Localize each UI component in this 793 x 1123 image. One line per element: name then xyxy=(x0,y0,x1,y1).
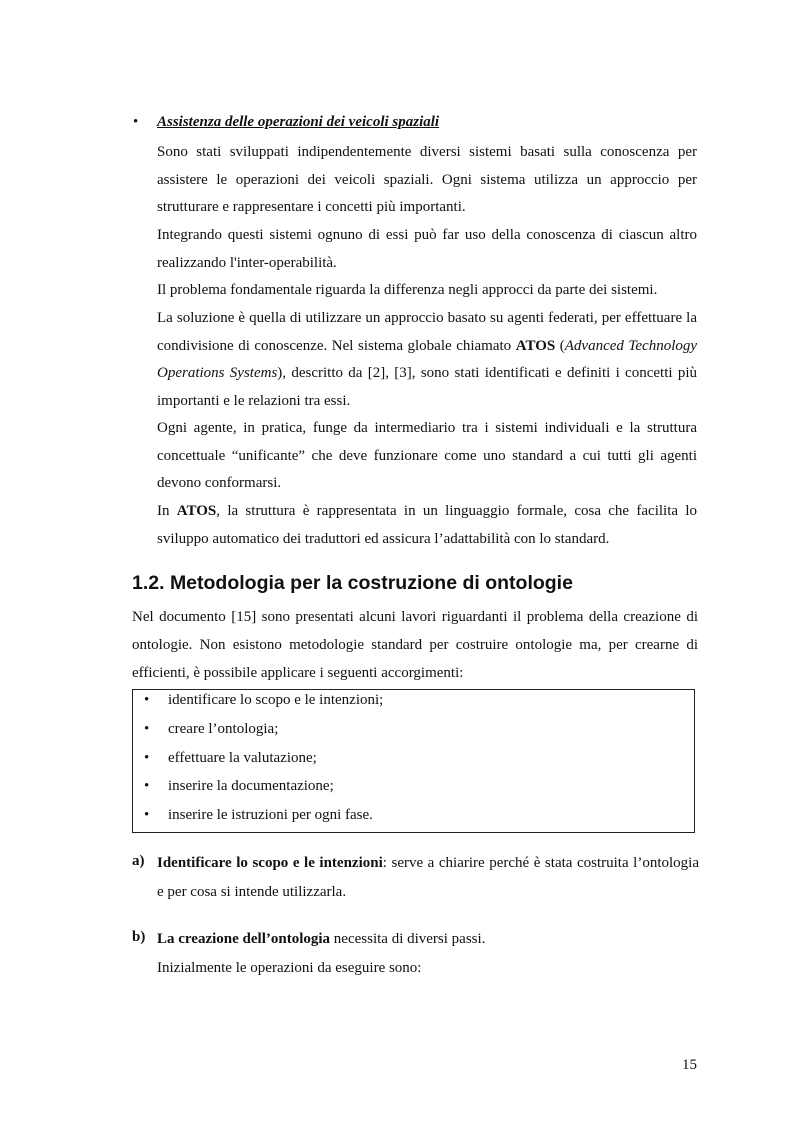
item-a-bold: Identificare lo scopo e le intenzioni xyxy=(157,855,383,871)
item-b-bold: La creazione dell’ontologia xyxy=(157,931,331,947)
section-heading: 1.2. Metodologia per la costruzione di ontologie xyxy=(132,572,573,594)
item-b-rest: necessita di diversi passi. xyxy=(330,931,486,947)
list-bullet: • xyxy=(144,692,150,708)
list-bullet: • xyxy=(144,807,150,823)
paragraph-agents: Ogni agente, in pratica, funge da intermediario tra i sistemi individuali e la struttura concettuale “unificante” che deve funzionare come uno standard a cui tutti gli agenti devono conformarsi. xyxy=(157,420,697,491)
methodology-box xyxy=(132,689,695,833)
bullet-title: Assistenza delle operazioni dei veicoli spaziali xyxy=(157,114,440,130)
list-item-text: identificare lo scopo e le intenzioni; xyxy=(168,692,384,708)
atos-text-start: In xyxy=(157,503,170,519)
item-b-text xyxy=(157,925,699,983)
item-a-text xyxy=(157,849,699,907)
atos-bold: ATOS xyxy=(515,337,556,354)
paragraph-problem: Il problema fondamentale riguarda la differenza negli approcci da parte dei sistemi. xyxy=(157,282,658,298)
item-a-label: a) xyxy=(132,853,145,869)
list-item-text: effettuare la valutazione; xyxy=(168,750,317,766)
page-number: 15 xyxy=(682,1057,697,1073)
atos-expansion: Advanced Technology Operations Systems xyxy=(157,337,698,381)
atos-text-end: , la struttura è rappresentata in un linguaggio formale, cosa che facilita lo sviluppo automatico dei traduttori ed assicura l’adattabilità con lo standard. xyxy=(157,503,697,547)
list-bullet: • xyxy=(144,721,150,737)
item-a-rest: : serve a chiarire perché è stata costruita l’ontologia e per cosa si intende utilizzarla. xyxy=(157,855,699,900)
bullet-marker: • xyxy=(133,114,139,130)
list-item-text: inserire la documentazione; xyxy=(168,778,334,794)
atos-bold-2: ATOS xyxy=(176,503,217,519)
open-paren: ( xyxy=(559,337,565,354)
item-b-label: b) xyxy=(132,929,146,945)
list-item-text: inserire le istruzioni per ogni fase. xyxy=(168,807,373,823)
list-bullet: • xyxy=(144,750,150,766)
list-item-text: creare l’ontologia; xyxy=(168,721,279,737)
solution-text: La soluzione è quella di utilizzare un approccio basato su agenti federati, per effettuare la condivisione di conoscenze. Nel sistema globale chiamato xyxy=(157,310,697,354)
paragraph-integration: Integrando questi sistemi ognuno di essi può far uso della conoscenza di ciascun altro realizzando l'inter-operabilità. xyxy=(157,227,697,271)
paragraph-solution xyxy=(157,305,697,415)
paragraph-atos xyxy=(157,498,697,553)
item-b-line2: Inizialmente le operazioni da eseguire sono: xyxy=(157,960,422,976)
section-intro: Nel documento [15] sono presentati alcuni lavori riguardanti il problema della creazione di ontologie. Non esistono metodologie standard per costruire ontologie ma, per crearne di efficienti, è possibile applicare i seguenti accorgimenti: xyxy=(132,609,698,681)
solution-text-end: ), descritto da [2], [3], sono stati identificati e definiti i concetti più importanti e le relazioni tra essi. xyxy=(157,365,697,409)
paragraph-systems: Sono stati sviluppati indipendentemente diversi sistemi basati sulla conoscenza per assistere le operazioni dei veicoli spaziali. Ogni sistema utilizza un approccio per strutturare e rappresentare i concetti più importanti. xyxy=(157,144,697,215)
list-bullet: • xyxy=(144,778,150,794)
